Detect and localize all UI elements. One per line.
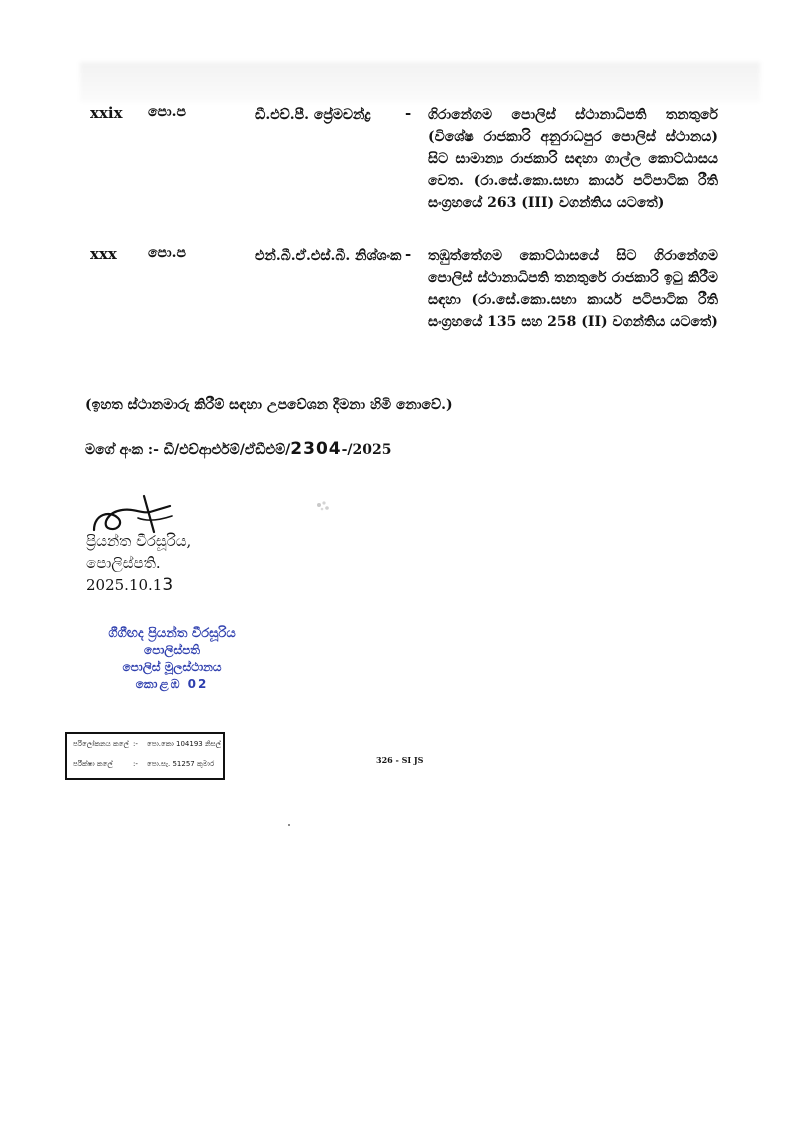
- date-printed: 2025.10.1: [86, 576, 163, 594]
- signatory-name: ප්‍රියන්ත වීරසූරිය,: [86, 532, 192, 550]
- entry-dash: -: [405, 104, 412, 122]
- stamp-line: ගීගීඟද ප්‍රියන්ත වීරසූරිය: [108, 626, 236, 641]
- verification-row: [73, 760, 214, 769]
- entry-rank: පො.ප: [148, 104, 186, 120]
- entry-rank: පො.ප: [148, 245, 186, 261]
- signatory-date: [86, 574, 191, 596]
- page-code: 326 - SI JS: [376, 755, 424, 765]
- reference-prefix: ඩී/එච්ආර්එම්/ඒඩීඑම්/: [163, 442, 291, 458]
- scan-speck: [288, 824, 290, 826]
- stamp-line: පොලිස්පති: [144, 643, 200, 657]
- signatory-title: පොලිස්පති.: [86, 554, 161, 572]
- reference-suffix: -/2025: [341, 442, 392, 458]
- scan-artifact: [80, 62, 760, 102]
- official-stamp: [82, 625, 262, 693]
- stamp-line: පොලිස් මූලස්ථානය: [122, 660, 222, 674]
- reference-number: [85, 439, 392, 459]
- entry-officer-name: ඩී.එච්.පී. ප්‍රේමචන්ද්‍ර: [255, 107, 371, 123]
- verification-value: පො.සැ. 51257 කුමාර: [147, 760, 215, 768]
- verification-separator: :-: [133, 760, 138, 768]
- entry-number: xxix: [90, 104, 123, 122]
- reference-handwritten-number: 2304: [290, 439, 342, 459]
- entry-description: තඹුත්තේගම කොට්ඨාසයේ සිට ගිරානේගම පොලිස් ස්ථානාධිපති තනතුරේ රාජකාරි ඉටු කිරීම සඳහා (රා.සේ.කො.සභා කාර්ය පටිපාටික රීති සංග්‍රහයේ 135 සහ 258 (II) වගන්තිය යටතේ): [428, 248, 718, 330]
- verification-box: [65, 732, 225, 780]
- stamp-line: කොළඹ 02: [135, 677, 209, 691]
- date-handwritten-digit: 3: [162, 575, 174, 595]
- entry-number: xxx: [90, 245, 117, 263]
- entry-dash: -: [405, 245, 412, 263]
- entry-description: ගිරානේගම පොලිස් ස්ථානාධිපති තනතුරේ (විශේෂ රාජකාරි අනුරාධපුර පොලිස් ස්ථානය) සිට සාමාන්‍ය රාජකාරි සඳහා ගාල්ල කොට්ඨාසය වෙත. (රා.සේ.කො.සභා කාර්ය පටිපාටික රීති සංග්‍රහයේ 263 (III) වගන්තිය යටතේ): [428, 107, 718, 211]
- ink-smudge: [313, 498, 333, 518]
- verification-value: පො.කො 104193 නිසල්: [147, 740, 222, 748]
- allowance-note: (ඉහත ස්ථානමාරු කිරීම් සඳහා උපවේශන දීමනා හිමි නොවේ.): [85, 397, 453, 413]
- verification-separator: :-: [133, 740, 138, 748]
- signatory-block: [86, 530, 191, 596]
- verification-label: පරීක්ෂා කලේ: [73, 760, 113, 768]
- verification-label: පරිලෝකනය කලේ: [73, 740, 129, 748]
- entry-officer-name: එන්.බී.ඒ.එස්.බී. නිශ්ශංක: [255, 248, 402, 264]
- reference-label: මගේ අංක :-: [85, 442, 159, 458]
- verification-row: [73, 740, 221, 749]
